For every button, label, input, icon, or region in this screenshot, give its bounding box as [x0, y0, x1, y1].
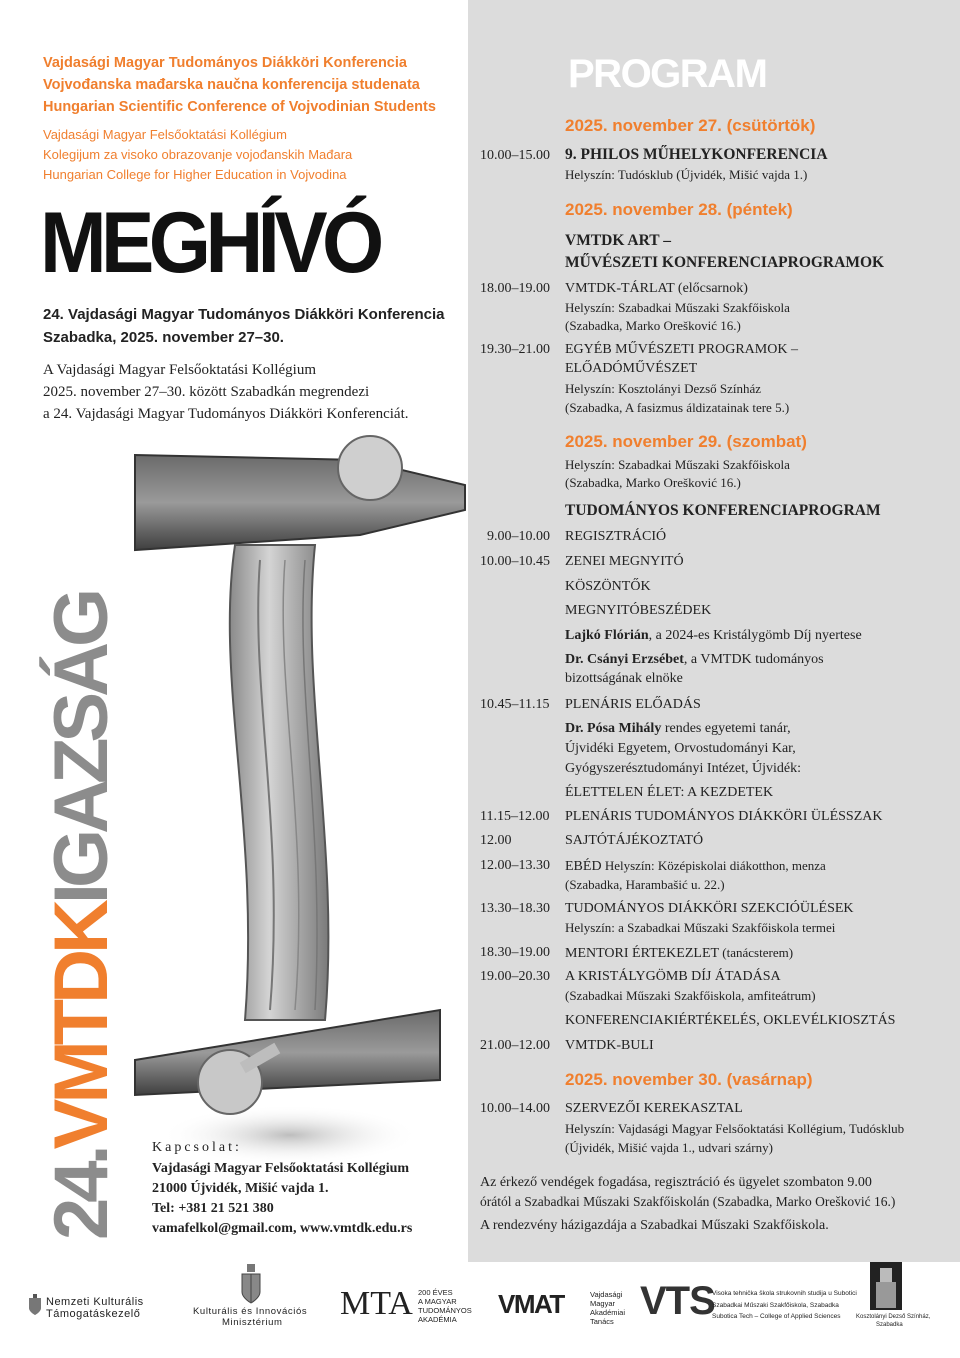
- d2-section-1: VMTDK ART –: [565, 232, 671, 249]
- vertical-prefix: 24.: [39, 1149, 124, 1240]
- d3-t4: 11.15–12.00: [480, 809, 550, 824]
- d3-p3: [565, 721, 791, 737]
- kdsz-line-2: Szabadka: [876, 1322, 903, 1328]
- org-line-sr: Vojvođanska mađarska naučna konferencija studenata: [43, 77, 420, 93]
- day-3-heading: 2025. november 29. (szombat): [565, 432, 807, 451]
- invitation-title: MEGHÍVÓ: [40, 195, 379, 291]
- d3-e6-title: EBÉD: [565, 859, 602, 874]
- contact-org: Vajdasági Magyar Felsőoktatási Kollégium: [152, 1161, 410, 1176]
- d3-p2-name: Dr. Csányi Erzsébet: [565, 652, 684, 667]
- d4-place-2: (Újvidék, Mišić vajda 1., udvari szárny): [565, 1140, 773, 1155]
- d3-place-2: (Szabadka, Marko Orešković 16.): [565, 475, 741, 490]
- d3-p1: [565, 628, 862, 644]
- college-line-en: Hungarian College for Higher Education in Vojvodina: [43, 167, 347, 182]
- d3-p1-desc: , a 2024-es Kristálygömb Díj nyertese: [648, 628, 862, 643]
- d3-e8-sub: (tanácsterem): [719, 945, 794, 960]
- d4-place-1: Helyszín: Vajdasági Magyar Felsőoktatási Kollégium, Tudósklub: [565, 1121, 905, 1136]
- d3-e6: [565, 858, 826, 875]
- vts-sub-2: Szabadkai Műszaki Szakfőiskola, Szabadka: [712, 1302, 839, 1309]
- d2-e1-sub: (előcsarnok): [674, 281, 748, 296]
- org-line-en: Hungarian Scientific Conference of Vojvodinian Students: [43, 99, 436, 115]
- d3-t9: 19.00–20.30: [480, 969, 550, 984]
- d3-e8: [565, 945, 793, 962]
- nkta-logo-icon: [28, 1294, 42, 1316]
- intro-line-3: a 24. Vajdasági Magyar Tudományos Diákköri Konferenciát.: [43, 406, 409, 422]
- d3-e5: SAJTÓTÁJÉKOZTATÓ: [565, 833, 704, 848]
- d2-e1-time: 18.00–19.00: [480, 281, 550, 296]
- contact-label: Kapcsolat:: [152, 1140, 242, 1155]
- d3-e2a: ZENEI MEGNYITÓ: [565, 554, 684, 569]
- d3-t10: 21.00–12.00: [480, 1038, 550, 1053]
- d3-t2: 10.00–10.45: [480, 554, 550, 569]
- d2-e2-time: 19.30–21.00: [480, 342, 550, 357]
- d3-e2b: KÖSZÖNTŐK: [565, 579, 651, 594]
- d3-e6-place-2: (Szabadka, Harambašić u. 22.): [565, 877, 725, 892]
- sponsor-footer: [0, 1262, 960, 1358]
- vmat-sub-2: Magyar: [590, 1299, 616, 1308]
- hammer-illustration: [110, 430, 490, 1170]
- mta-sub-2: A MAGYAR: [418, 1297, 457, 1306]
- vertical-title: [39, 592, 124, 1240]
- contact-email-web: vamafelkol@gmail.com, www.vmtdk.edu.rs: [152, 1221, 413, 1236]
- mta-logo: MTA: [340, 1285, 413, 1322]
- d2-section-2: MŰVÉSZETI KONFERENCIAPROGRAMOK: [565, 254, 885, 271]
- conference-name: 24. Vajdasági Magyar Tudományos Diákköri Konferencia: [43, 306, 445, 323]
- vts-sub-1: Visoka tehnička škola strukovnih studija u Subotici: [712, 1290, 857, 1297]
- d3-t1: 9.00–10.00: [487, 529, 550, 544]
- college-line-hu: Vajdasági Magyar Felsőoktatási Kollégium: [43, 127, 287, 142]
- d3-p1-name: Lajkó Flórián: [565, 628, 649, 643]
- d3-p2: [565, 652, 824, 668]
- d3-e9: A KRISTÁLYGÖMB DÍJ ÁTADÁSA: [565, 969, 781, 984]
- d3-p3-name: Dr. Pósa Mihály: [565, 721, 662, 736]
- d1-time: 10.00–15.00: [480, 148, 550, 163]
- d2-e2-place-1: Helyszín: Kosztolányi Dezső Színház: [565, 381, 762, 396]
- d3-p3-talk: ÉLETTELEN ÉLET: A KEZDETEK: [565, 785, 774, 800]
- vts-sub-3: Subotica Tech – College of Applied Sciences: [712, 1313, 841, 1320]
- d4-event: SZERVEZŐI KEREKASZTAL: [565, 1101, 743, 1116]
- d2-e1-place-1: Helyszín: Szabadkai Műszaki Szakfőiskola: [565, 300, 790, 315]
- nkta-line-1: Nemzeti Kulturális: [46, 1296, 144, 1308]
- note-1: Az érkező vendégek fogadása, regisztráció és ügyelet szombaton 9.00: [480, 1175, 872, 1190]
- intro-line-1: A Vajdasági Magyar Felsőoktatási Kollégium: [43, 362, 317, 378]
- d3-e9-place: (Szabadkai Műszaki Szakfőiskola, amfiteátrum): [565, 988, 816, 1003]
- contact-phone: Tel: +381 21 521 380: [152, 1201, 274, 1216]
- college-line-sr: Kolegijum za visoko obrazovanje vojođanskih Mađara: [43, 147, 353, 162]
- org-line-hu: Vajdasági Magyar Tudományos Diákköri Konferencia: [43, 55, 407, 71]
- d3-e4: PLENÁRIS TUDOMÁNYOS DIÁKKÖRI ÜLÉSSZAK: [565, 809, 883, 824]
- d3-e7: TUDOMÁNYOS DIÁKKÖRI SZEKCIÓÜLÉSEK: [565, 901, 854, 916]
- day-2-heading: 2025. november 28. (péntek): [565, 200, 793, 219]
- d3-e6-place: Helyszín: Középiskolai diákotthon, menza: [601, 858, 826, 873]
- d3-e7-place: Helyszín: a Szabadkai Műszaki Szakfőiskola termei: [565, 920, 836, 935]
- vts-logo: VTS: [640, 1279, 715, 1323]
- d3-e1: REGISZTRÁCIÓ: [565, 529, 667, 544]
- d3-p3-desc-2: Újvidéki Egyetem, Orvostudományi Kar,: [565, 741, 796, 756]
- d2-e2-title-1: EGYÉB MŰVÉSZETI PROGRAMOK –: [565, 342, 798, 357]
- contact-address: 21000 Újvidék, Mišić vajda 1.: [152, 1181, 329, 1196]
- kim-crest-icon: [240, 1264, 262, 1304]
- vmat-sub-4: Tanács: [590, 1317, 614, 1326]
- d2-e1-title: VMTDK-TÁRLAT: [565, 281, 675, 296]
- d3-e2c: MEGNYITÓBESZÉDEK: [565, 603, 712, 618]
- day-4-heading: 2025. november 30. (vasárnap): [565, 1070, 813, 1089]
- d2-e2-place-2: (Szabadka, A fasizmus áldizatainak tere 5.): [565, 400, 790, 415]
- d3-place-1: Helyszín: Szabadkai Műszaki Szakfőiskola: [565, 457, 790, 472]
- vmat-logo: VMAT: [498, 1289, 564, 1319]
- d4-time: 10.00–14.00: [480, 1101, 550, 1116]
- vertical-suffix: IGAZSÁG: [39, 592, 124, 905]
- nkta-line-2: Támogatáskezelő: [46, 1308, 141, 1320]
- d3-t5: 12.00: [480, 833, 512, 848]
- d2-e1: [565, 281, 748, 297]
- d3-e9b: KONFERENCIAKIÉRTÉKELÉS, OKLEVÉLKIOSZTÁS: [565, 1013, 896, 1028]
- vertical-highlight: VMTDK: [39, 904, 124, 1150]
- mta-sub-4: AKADÉMIA: [418, 1315, 457, 1324]
- d1-event: 9. PHILOS MŰHELYKONFERENCIA: [565, 146, 828, 163]
- d2-e1-place-2: (Szabadka, Marko Orešković 16.): [565, 318, 741, 333]
- program-title: PROGRAM: [568, 52, 767, 96]
- vmat-sub-3: Akadémiai: [590, 1308, 626, 1317]
- d1-place: Helyszín: Tudósklub (Újvidék, Mišić vajda 1.): [565, 167, 808, 182]
- mta-sub-3: TUDOMÁNYOS: [418, 1306, 472, 1315]
- d3-t8: 18.30–19.00: [480, 945, 550, 960]
- d3-e10: VMTDK-BULI: [565, 1038, 654, 1053]
- d3-section: TUDOMÁNYOS KONFERENCIAPROGRAM: [565, 502, 881, 519]
- vmat-sub-1: Vajdasági: [590, 1290, 623, 1299]
- d2-e2-title-2: ELŐADÓMŰVÉSZET: [565, 361, 698, 376]
- d3-p3-desc: rendes egyetemi tanár,: [661, 721, 791, 736]
- d3-t7: 13.30–18.30: [480, 901, 550, 916]
- mta-sub-1: 200 ÉVES: [418, 1288, 453, 1297]
- kim-line-1: Kulturális és Innovációs: [193, 1306, 308, 1317]
- kdsz-line-1: Kosztolányi Dezső Színház,: [856, 1314, 931, 1320]
- intro-line-2: 2025. november 27–30. között Szabadkán megrendezi: [43, 384, 370, 400]
- d3-p2-desc-2: bizottságának elnöke: [565, 671, 683, 686]
- d3-e3: PLENÁRIS ELŐADÁS: [565, 697, 701, 712]
- day-1-heading: 2025. november 27. (csütörtök): [565, 116, 816, 135]
- d3-p3-desc-3: Gyógyszerésztudományi Intézet, Újvidék:: [565, 761, 801, 776]
- d3-t3: 10.45–11.15: [480, 697, 550, 712]
- d3-p2-desc: , a VMTDK tudományos: [683, 652, 824, 667]
- kim-line-2: Minisztérium: [222, 1317, 283, 1328]
- note-3: A rendezvény házigazdája a Szabadkai Műszaki Szakfőiskola.: [480, 1218, 829, 1233]
- kdsz-logo-icon: [870, 1262, 902, 1310]
- d3-t6: 12.00–13.30: [480, 858, 550, 873]
- d3-e8-title: MENTORI ÉRTEKEZLET: [565, 946, 720, 961]
- note-2: órától a Szabadkai Műszaki Szakfőiskolán (Szabadka, Marko Orešković 16.): [480, 1194, 896, 1209]
- conference-place-date: Szabadka, 2025. november 27–30.: [43, 329, 284, 346]
